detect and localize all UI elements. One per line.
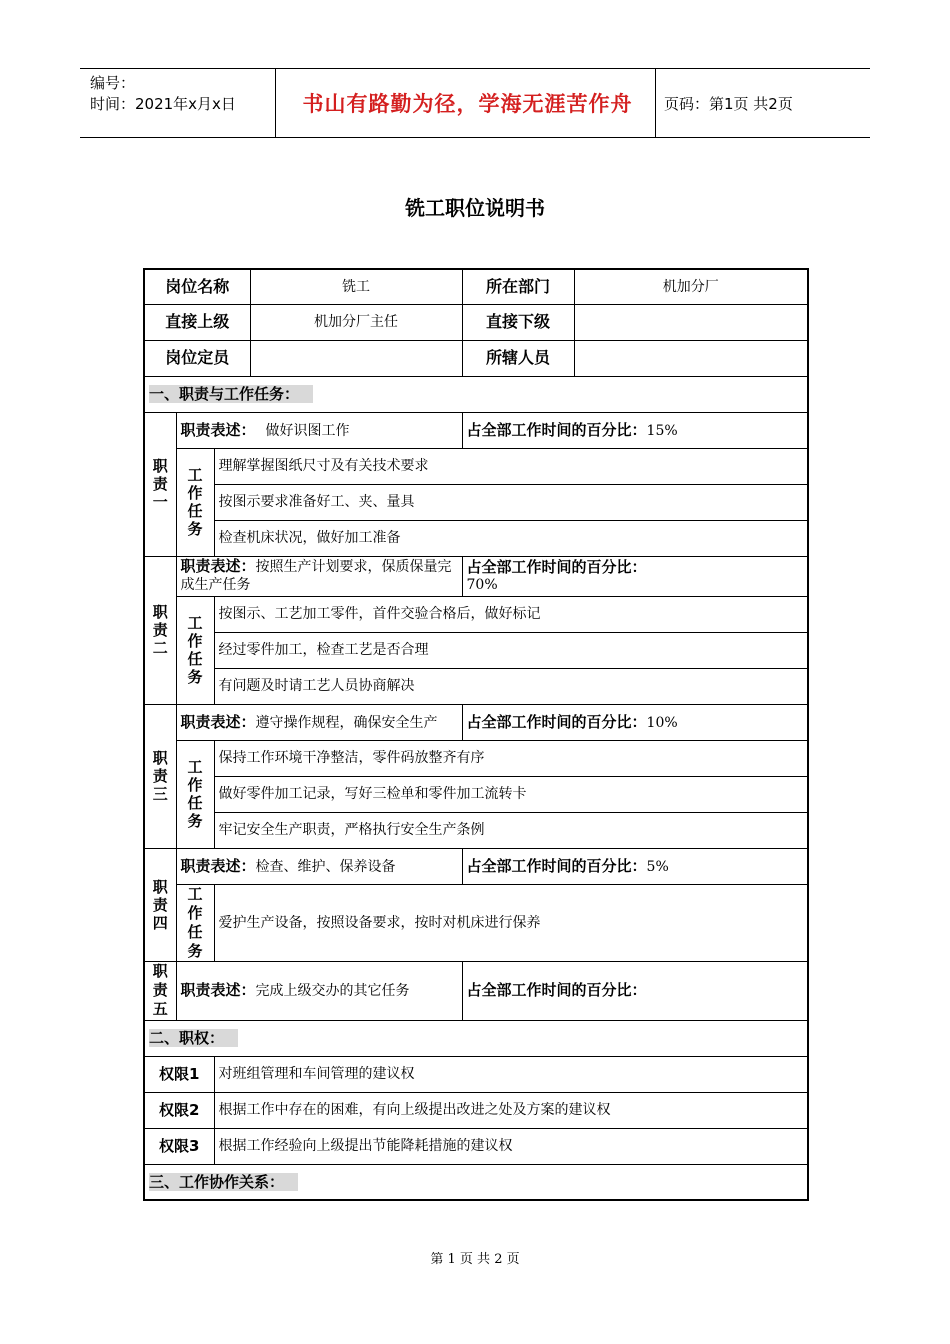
section-2-header (144, 1020, 808, 1056)
duty-3-task-1: 保持工作环境干净整洁，零件码放整齐有序 (214, 740, 808, 776)
section-3-title: 三、工作协作关系： (149, 1173, 298, 1191)
duty-3-description: 遵守操作规程，确保安全生产 (255, 714, 438, 731)
headcount-value (250, 340, 462, 376)
document-date-label: 时间：2021年x月x日 (90, 95, 236, 113)
section-3-header (144, 1164, 808, 1200)
header-meta (90, 73, 236, 115)
duty-1-label-text: 职责一 (152, 457, 168, 511)
duty-1-label (144, 412, 176, 556)
managed-value (574, 340, 808, 376)
department-label: 所在部门 (462, 269, 574, 304)
duty-5-description-row (144, 961, 808, 1020)
subordinate-value (574, 304, 808, 340)
duty-2-percent: 70% (466, 576, 498, 593)
header-page-info: 页码：第1页 共2页 (664, 95, 793, 113)
duty-3-desc-label: 职责表述： (180, 712, 256, 731)
duty-3-task-label-text: 工作任务 (187, 758, 203, 830)
managed-label: 所辖人员 (462, 340, 574, 376)
header-motto: 书山有路勤为径，学海无涯苦作舟 (302, 92, 633, 116)
duty-1-description-row (144, 412, 808, 448)
right-2-text: 根据工作中存在的困难，有向上级提出改进之处及方案的建议权 (214, 1092, 808, 1128)
duty-1-task-1: 理解掌握图纸尺寸及有关技术要求 (214, 448, 808, 484)
duty-2-task-label (176, 596, 214, 704)
duty-2-task-row (144, 596, 808, 632)
duty-1-percent: 15% (646, 422, 678, 439)
duty-1-task-row (144, 484, 808, 520)
headcount-label: 岗位定员 (144, 340, 250, 376)
duty-2-task-2: 经过零件加工，检查工艺是否合理 (214, 632, 808, 668)
duty-2-description: 按照生产计划要求，保质保量完成生产任务 (180, 559, 452, 593)
duty-2-label-text: 职责二 (152, 603, 168, 657)
header-divider-left (275, 69, 276, 137)
superior-label: 直接上级 (144, 304, 250, 340)
duty-3-task-3: 牢记安全生产职责，严格执行安全生产条例 (214, 812, 808, 848)
duty-5-label (144, 961, 176, 1020)
duty-3-task-row (144, 776, 808, 812)
duty-1-desc-label: 职责表述： (180, 420, 256, 439)
right-row (144, 1092, 808, 1128)
duty-4-label-text: 职责四 (152, 877, 168, 932)
subordinate-label: 直接下级 (462, 304, 574, 340)
duty-3-pct-label: 占全部工作时间的百分比： (466, 712, 647, 731)
duty-1-description: 做好识图工作 (265, 422, 350, 439)
duty-1-task-row (144, 448, 808, 484)
duty-2-task-row (144, 668, 808, 704)
duty-2-task-1: 按图示、工艺加工零件，首件交验合格后，做好标记 (214, 596, 808, 632)
section-1-title: 一、职责与工作任务： (149, 385, 313, 403)
duty-2-pct-label: 占全部工作时间的百分比： (466, 557, 647, 576)
duty-2-task-3: 有问题及时请工艺人员协商解决 (214, 668, 808, 704)
duty-2-description-row (144, 556, 808, 596)
duty-3-task-row (144, 812, 808, 848)
section-1-header (144, 376, 808, 412)
section-2-title: 二、职权： (149, 1029, 238, 1047)
duty-1-pct-label: 占全部工作时间的百分比： (466, 420, 647, 439)
duty-3-label-text: 职责三 (152, 749, 168, 803)
duty-4-task-row (144, 884, 808, 961)
document-title: 铣工职位说明书 (405, 196, 545, 220)
info-row-2 (144, 304, 808, 340)
duty-4-description: 检查、维护、保养设备 (255, 858, 396, 875)
duty-4-task-label-text: 工作任务 (187, 884, 203, 960)
duty-1-task-3: 检查机床状况，做好加工准备 (214, 520, 808, 556)
duty-1-task-row (144, 520, 808, 556)
duty-1-task-label-text: 工作任务 (187, 466, 203, 538)
duty-2-label (144, 556, 176, 704)
right-3-label: 权限3 (144, 1128, 214, 1164)
duty-5-label-text: 职责五 (152, 962, 168, 1018)
duty-4-desc-label: 职责表述： (180, 856, 256, 875)
duty-4-percent: 5% (646, 858, 669, 875)
superior-value: 机加分厂主任 (250, 304, 462, 340)
info-row-3 (144, 340, 808, 376)
duty-4-pct-label: 占全部工作时间的百分比： (466, 856, 647, 875)
document-number-label: 编号： (90, 74, 136, 92)
right-row (144, 1128, 808, 1164)
duty-4-description-row (144, 848, 808, 884)
page-footer: 第 1 页 共 2 页 (430, 1252, 520, 1267)
duty-5-description: 完成上级交办的其它任务 (255, 983, 410, 999)
duty-3-description-row (144, 704, 808, 740)
job-description-table (143, 268, 809, 1201)
duty-1-task-2: 按图示要求准备好工、夹、量具 (214, 484, 808, 520)
duty-3-task-row (144, 740, 808, 776)
duty-3-percent: 10% (646, 714, 678, 731)
duty-4-task-1: 爱护生产设备，按照设备要求，按时对机床进行保养 (214, 884, 808, 961)
duty-5-pct-label: 占全部工作时间的百分比： (466, 981, 647, 999)
duty-4-task-label (176, 884, 214, 961)
page-header (80, 68, 870, 138)
position-name-value: 铣工 (250, 269, 462, 304)
right-2-label: 权限2 (144, 1092, 214, 1128)
right-3-text: 根据工作经验向上级提出节能降耗措施的建议权 (214, 1128, 808, 1164)
duty-2-task-label-text: 工作任务 (187, 614, 203, 686)
info-row-1 (144, 269, 808, 304)
duty-2-task-row (144, 632, 808, 668)
department-value: 机加分厂 (574, 269, 808, 304)
position-name-label: 岗位名称 (144, 269, 250, 304)
header-divider-right (655, 69, 656, 137)
duty-3-task-label (176, 740, 214, 848)
duty-3-label (144, 704, 176, 848)
duty-3-task-2: 做好零件加工记录，写好三检单和零件加工流转卡 (214, 776, 808, 812)
right-1-label: 权限1 (144, 1056, 214, 1092)
duty-5-desc-label: 职责表述： (180, 981, 256, 999)
duty-1-task-label (176, 448, 214, 556)
duty-4-label (144, 848, 176, 961)
right-row (144, 1056, 808, 1092)
right-1-text: 对班组管理和车间管理的建议权 (214, 1056, 808, 1092)
duty-2-desc-label: 职责表述： (180, 557, 256, 575)
